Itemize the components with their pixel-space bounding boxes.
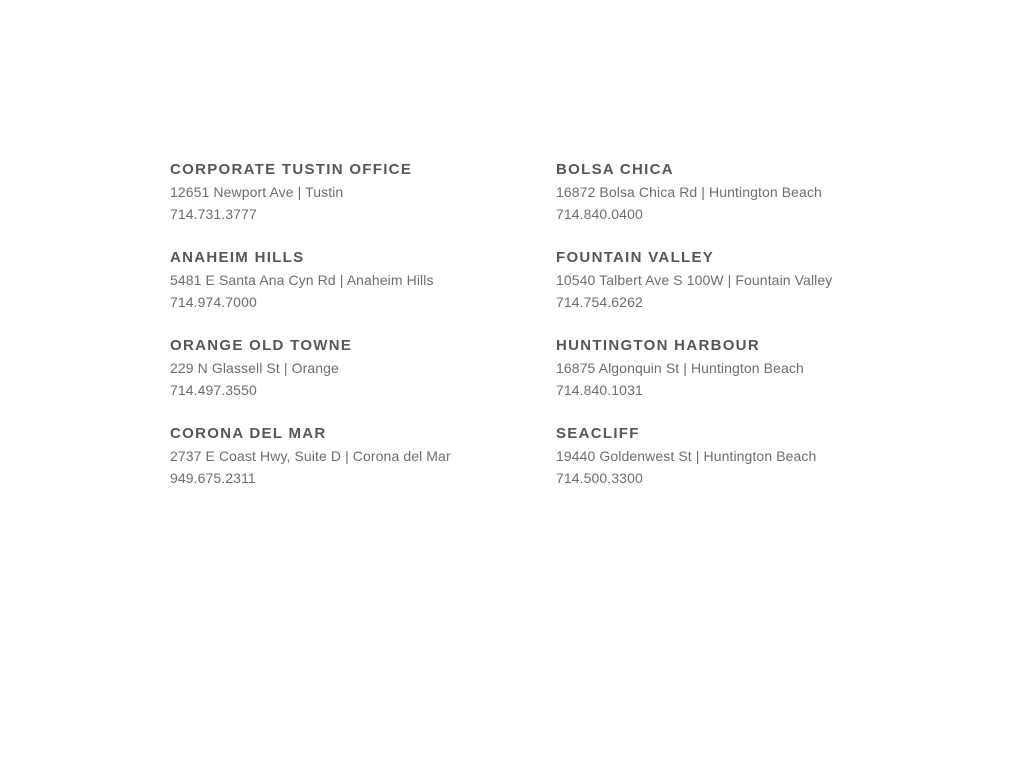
location-address: 12651 Newport Ave | Tustin <box>170 184 344 200</box>
location-address: 19440 Goldenwest St | Huntington Beach <box>556 448 817 464</box>
location-block-anaheim-hills <box>170 246 556 313</box>
location-block-orange-old-towne <box>170 334 556 401</box>
location-name: BOLSA CHICA <box>556 161 674 178</box>
location-address: 16872 Bolsa Chica Rd | Huntington Beach <box>556 184 822 200</box>
location-address: 5481 E Santa Ana Cyn Rd | Anaheim Hills <box>170 272 434 288</box>
location-phone: 714.754.6262 <box>556 294 643 310</box>
location-block-huntington-harbour <box>556 334 832 401</box>
location-phone: 714.497.3550 <box>170 382 257 398</box>
location-name: CORPORATE TUSTIN OFFICE <box>170 161 413 178</box>
locations-left-column <box>170 158 556 510</box>
location-phone: 714.840.0400 <box>556 206 643 222</box>
location-block-corona-del-mar <box>170 422 556 489</box>
location-address: 16875 Algonquin St | Huntington Beach <box>556 360 804 376</box>
location-name: SEACLIFF <box>556 425 640 442</box>
location-block-seacliff <box>556 422 832 489</box>
location-address: 2737 E Coast Hwy, Suite D | Corona del Mar <box>170 448 451 464</box>
location-phone: 949.675.2311 <box>170 470 256 486</box>
location-name: ANAHEIM HILLS <box>170 249 305 266</box>
location-phone: 714.500.3300 <box>556 470 643 486</box>
location-phone: 714.840.1031 <box>556 382 643 398</box>
locations-right-column <box>556 158 832 510</box>
location-block-bolsa-chica <box>556 158 832 225</box>
location-block-fountain-valley <box>556 246 832 313</box>
location-block-corporate-tustin <box>170 158 556 225</box>
location-name: FOUNTAIN VALLEY <box>556 249 715 266</box>
location-name: HUNTINGTON HARBOUR <box>556 337 760 354</box>
location-address: 229 N Glassell St | Orange <box>170 360 339 376</box>
location-address: 10540 Talbert Ave S 100W | Fountain Valley <box>556 272 833 288</box>
location-phone: 714.731.3777 <box>170 206 257 222</box>
location-name: ORANGE OLD TOWNE <box>170 337 353 354</box>
location-phone: 714.974.7000 <box>170 294 257 310</box>
location-name: CORONA DEL MAR <box>170 425 327 442</box>
